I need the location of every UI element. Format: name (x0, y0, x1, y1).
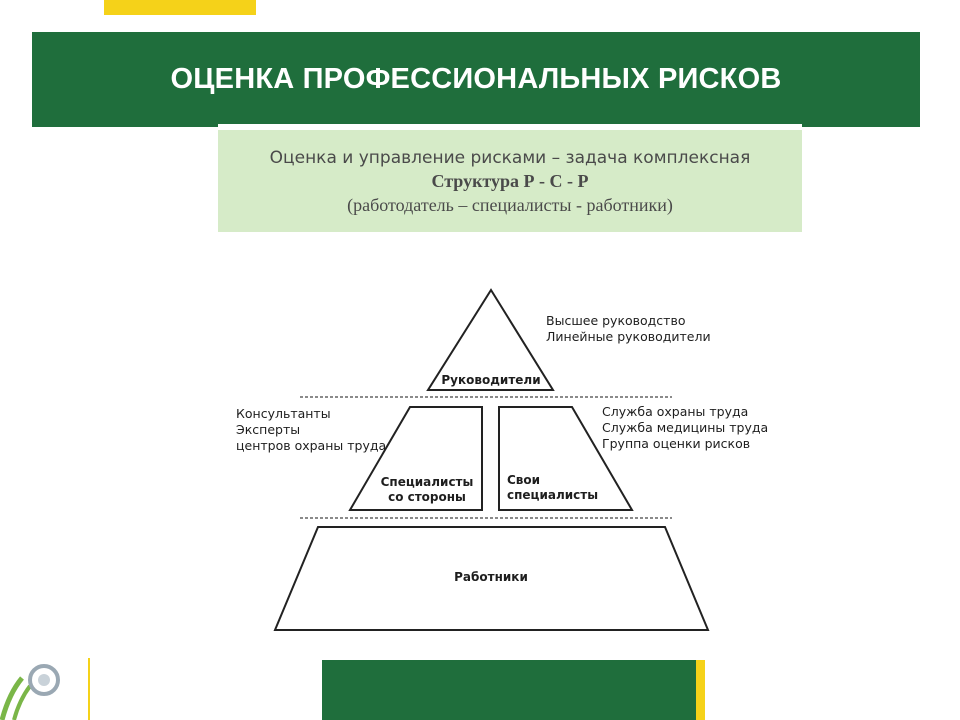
footer-yellow-accent (696, 660, 705, 720)
middle-left-label-line-2: со стороны (388, 490, 466, 504)
middle-left-note-2: Эксперты (236, 422, 301, 437)
middle-right-note-2: Служба медицины труда (602, 420, 769, 435)
middle-right-note-1: Служба охраны труда (602, 404, 749, 419)
subtitle-line-3: (работодатель – специалисты - работники) (347, 195, 673, 215)
middle-left-note-3: центров охраны труда (236, 438, 387, 453)
top-tier-note-1: Высшее руководство (546, 313, 686, 328)
middle-right-label-line-1: Свои (507, 473, 541, 487)
footer-green-bar (322, 660, 696, 720)
top-tier-note-2: Линейные руководители (546, 329, 711, 344)
bottom-tier-label: Работники (454, 570, 528, 584)
slide-title: ОЦЕНКА ПРОФЕССИОНАЛЬНЫХ РИСКОВ (170, 63, 782, 95)
middle-left-note-1: Консультанты (236, 406, 331, 421)
top-tier-label: Руководители (441, 373, 541, 387)
middle-right-label-line-2: специалисты (507, 488, 599, 502)
corner-logo-icon (0, 650, 95, 720)
middle-left-label-line-1: Специалисты (380, 475, 474, 489)
subtitle-line-2: Структура Р - С - Р (431, 171, 589, 191)
subtitle-line-1: Оценка и управление рисками – задача комплексная (269, 148, 751, 168)
middle-right-note-3: Группа оценки рисков (602, 436, 751, 451)
